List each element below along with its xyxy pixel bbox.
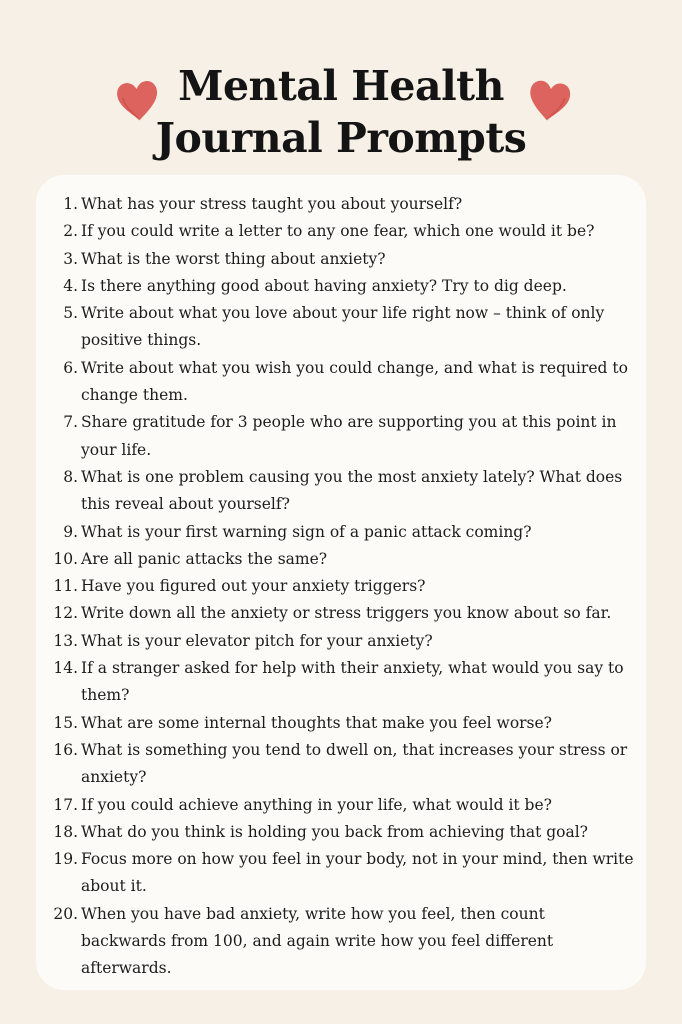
list-item	[36, 519, 646, 546]
item-text: What is one problem causing you the most anxiety lately? What does this reveal about yourself?	[81, 467, 623, 514]
list-item	[36, 710, 646, 737]
list-item	[36, 300, 646, 355]
item-text: Are all panic attacks the same?	[81, 549, 328, 568]
item-text: Focus more on how you feel in your body, not in your mind, then write about it.	[81, 850, 634, 896]
list-item	[36, 246, 646, 273]
item-number: 16.	[53, 740, 78, 759]
list-item	[36, 191, 646, 218]
item-text: What is your first warning sign of a panic attack coming?	[81, 522, 532, 541]
item-number: 15.	[53, 713, 78, 732]
item-number: 20.	[53, 904, 78, 923]
list-item	[36, 819, 646, 846]
list-item	[36, 409, 646, 464]
list-item	[36, 737, 646, 792]
item-number: 8.	[63, 467, 78, 486]
item-text: What is something you tend to dwell on, that increases your stress or anxiety?	[81, 740, 628, 787]
item-text: Have you figured out your anxiety triggers?	[81, 577, 426, 596]
list-item	[36, 355, 646, 410]
item-number: 13.	[53, 631, 78, 650]
item-text: If you could achieve anything in your life, what would it be?	[81, 795, 552, 814]
page-title	[0, 60, 682, 164]
item-text: Write about what you wish you could change, and what is required to change them.	[81, 358, 628, 405]
list-item	[36, 218, 646, 245]
list-item	[36, 628, 646, 655]
item-number: 2.	[63, 222, 78, 241]
item-number: 18.	[53, 822, 78, 841]
list-item	[36, 273, 646, 300]
item-number: 7.	[63, 413, 78, 432]
item-number: 1.	[63, 195, 78, 213]
item-number: 5.	[63, 304, 78, 323]
item-text: Is there anything good about having anxiety? Try to dig deep.	[81, 276, 567, 295]
list-item	[36, 846, 646, 901]
item-number: 3.	[63, 249, 78, 268]
list-item	[36, 655, 646, 710]
item-number: 12.	[53, 604, 78, 623]
item-number: 10.	[53, 549, 78, 568]
item-number: 14.	[53, 659, 78, 678]
list-item	[36, 573, 646, 600]
item-number: 17.	[53, 795, 78, 814]
item-number: 19.	[53, 850, 78, 869]
item-number: 11.	[53, 577, 78, 596]
list-item	[36, 600, 646, 627]
item-text: Share gratitude for 3 people who are supporting you at this point in your life.	[81, 413, 617, 459]
item-text: Write about what you love about your life right now – think of only positive things.	[81, 304, 605, 350]
title-line-2: Journal Prompts	[155, 114, 527, 162]
item-number: 4.	[63, 276, 78, 295]
item-text: Write down all the anxiety or stress triggers you know about so far.	[81, 604, 612, 623]
item-text: What has your stress taught you about yourself?	[81, 195, 463, 213]
item-text: What is your elevator pitch for your anxiety?	[81, 631, 433, 650]
item-text: What is the worst thing about anxiety?	[81, 249, 386, 268]
item-text: If a stranger asked for help with their anxiety, what would you say to them?	[81, 659, 624, 705]
item-text: If you could write a letter to any one fear, which one would it be?	[81, 222, 595, 241]
list-item	[36, 792, 646, 819]
title-line-1: Mental Health	[178, 62, 504, 110]
item-number: 6.	[63, 358, 78, 377]
item-text: When you have bad anxiety, write how you feel, then count backwards from 100, and again write how you feel different afterwards.	[81, 904, 554, 978]
item-text: What are some internal thoughts that make you feel worse?	[81, 713, 552, 732]
list-item	[36, 546, 646, 573]
prompts-card	[36, 175, 646, 990]
list-item	[36, 901, 646, 983]
prompts-list	[36, 191, 646, 983]
item-text: What do you think is holding you back from achieving that goal?	[81, 822, 588, 841]
list-item	[36, 464, 646, 519]
item-number: 9.	[63, 522, 78, 541]
